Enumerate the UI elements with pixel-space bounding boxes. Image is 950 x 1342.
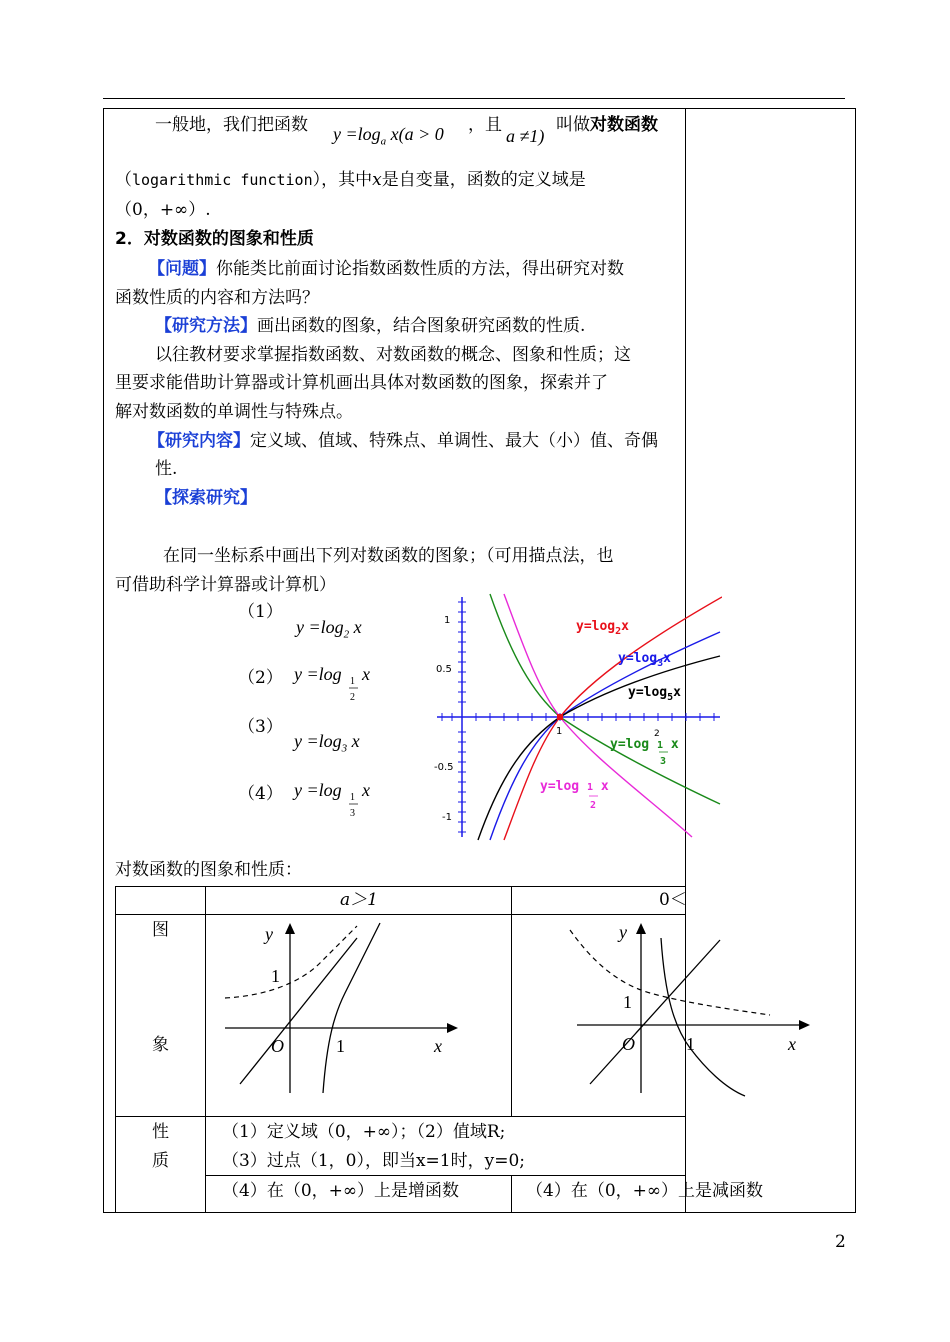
intro-line3: （0，+∞）. — [115, 200, 211, 220]
row-label-prop-1: 性 — [152, 1122, 169, 1142]
intro-post: 叫做对数函数 — [556, 115, 658, 135]
intro-comma: ，且 — [468, 115, 502, 135]
svg-text:1: 1 — [350, 792, 355, 803]
fn2-expr: y =log — [294, 664, 342, 684]
log-function-graph — [432, 592, 722, 842]
label-log2: $y=\log_2x$ — [576, 619, 629, 637]
plot1-y-label: y — [265, 924, 273, 944]
section-heading: 2．对数函数的图象和性质 — [115, 229, 314, 249]
term-log-function: 对数函数 — [590, 115, 658, 135]
tick-label-m05: -0.5 — [434, 762, 454, 773]
prop-fixed-point: （3）过点（1，0），即当x=1时，y=0; — [222, 1151, 525, 1171]
table-col-2b — [511, 1175, 512, 1213]
table-line-bottom — [115, 1212, 685, 1213]
plot1-one-x: 1 — [336, 1036, 345, 1056]
fn1-num: （1） — [238, 602, 283, 622]
table-col-2a — [511, 886, 512, 1117]
fn3-num: （3） — [238, 717, 283, 737]
svg-text:3: 3 — [350, 808, 355, 819]
plot2-y-label: y — [619, 922, 627, 942]
label-log3: $y=\log_3x$ — [618, 651, 671, 669]
table-col-1 — [205, 886, 206, 1213]
curve-log3 — [490, 632, 720, 840]
intro-formula: $y =\log_a$ x(a > 0 — [333, 124, 444, 148]
row-label-prop-2: 质 — [152, 1151, 169, 1171]
svg-text:3: 3 — [660, 756, 667, 767]
fn4-base-fraction — [348, 790, 362, 822]
header-a-gt-1: a＞1 — [340, 890, 378, 910]
plot2-origin: O — [622, 1034, 635, 1054]
explore-tag: 【探索研究】 — [155, 488, 257, 508]
question-line1: 【问题】你能类比前面讨论指数函数性质的方法，得出研究对数 — [148, 259, 624, 279]
content-line2: 性. — [155, 459, 178, 479]
label-log13: y=log 1 x — [610, 737, 679, 752]
row-label-graph-2: 象 — [152, 1035, 169, 1055]
row-label-graph-1: 图 — [152, 920, 169, 940]
fn2-base-fraction — [348, 674, 362, 706]
fn1-expr: $y =\log_2$ x — [296, 617, 362, 641]
intro-line1: 一般地，我们把函数 — [155, 115, 308, 135]
plot-a-gt-1 — [215, 918, 465, 1098]
fn4-expr: y =log — [294, 780, 342, 800]
question-line2: 函数性质的内容和方法吗？ — [115, 288, 319, 308]
table-line-graph — [115, 1116, 685, 1117]
table-line-header — [115, 914, 685, 915]
table-line-top — [115, 886, 685, 887]
svg-text:2: 2 — [350, 692, 355, 703]
prop-increasing: （4）在（0，+∞）上是增函数 — [222, 1181, 460, 1201]
table-caption: 对数函数的图象和性质： — [115, 860, 302, 880]
fn2-num: （2） — [238, 668, 283, 688]
tick-label-m1: -1 — [442, 812, 452, 823]
intro-ane1: a ≠1) — [506, 126, 545, 146]
prop-decreasing: （4）在（0，+∞）上是减函数 — [526, 1181, 764, 1201]
frame-top — [103, 108, 856, 109]
table-col-left — [115, 886, 116, 1213]
table-line-props — [205, 1175, 685, 1176]
fn4-var: x — [362, 780, 370, 800]
fn4-num: （4） — [238, 784, 283, 804]
para-line2: 里要求能借助计算器或计算机画出具体对数函数的图象，探索并了 — [115, 373, 608, 393]
frame-left — [103, 108, 104, 1213]
svg-text:2: 2 — [654, 729, 660, 739]
content-line1: 【研究内容】定义域、值域、特殊点、单调性、最大（小）值、奇偶 — [148, 431, 658, 451]
label-log12: y=log 1 x — [540, 779, 609, 794]
explore-line1: 在同一坐标系中画出下列对数函数的图象；（可用描点法，也 — [163, 546, 614, 566]
intro-line2: （logarithmic function），其中x是自变量，函数的定义域是 — [115, 170, 586, 190]
svg-text:1: 1 — [350, 676, 355, 687]
para-line1: 以往教材要求掌握指数函数、对数函数的概念、图象和性质；这 — [155, 345, 631, 365]
plot2-one-y: 1 — [623, 992, 632, 1012]
plot-0-lt-a-lt-1 — [565, 918, 815, 1100]
frame-right — [855, 108, 856, 1213]
method-line: 【研究方法】画出函数的图象，结合图象研究函数的性质. — [155, 316, 586, 336]
plot1-one-y: 1 — [271, 966, 280, 986]
header-rule — [103, 98, 845, 99]
prop-domain-range: （1）定义域（0，+∞）；（2）值域R; — [222, 1122, 506, 1142]
page-number: 2 — [835, 1232, 846, 1252]
header-0-lt-a: 0＜ — [659, 890, 687, 910]
fn2-var: x — [362, 664, 370, 684]
fn3-expr: $y =\log_3$ x — [294, 731, 360, 755]
tick-label-1: 1 — [444, 615, 451, 626]
plot2-x-label: x — [788, 1034, 796, 1054]
plot2-one-x: 1 — [686, 1034, 695, 1054]
plot1-x-label: x — [434, 1036, 442, 1056]
explore-line2: 可借助科学计算器或计算机） — [115, 575, 336, 595]
plot1-origin: O — [271, 1036, 284, 1056]
para-line3: 解对数函数的单调性与特殊点。 — [115, 402, 353, 422]
tick-label-x1: 1 — [556, 726, 563, 737]
tick-label-05: 0.5 — [436, 664, 452, 675]
svg-text:2: 2 — [590, 800, 597, 811]
label-log5: $y=\log_5x$ — [628, 685, 681, 703]
